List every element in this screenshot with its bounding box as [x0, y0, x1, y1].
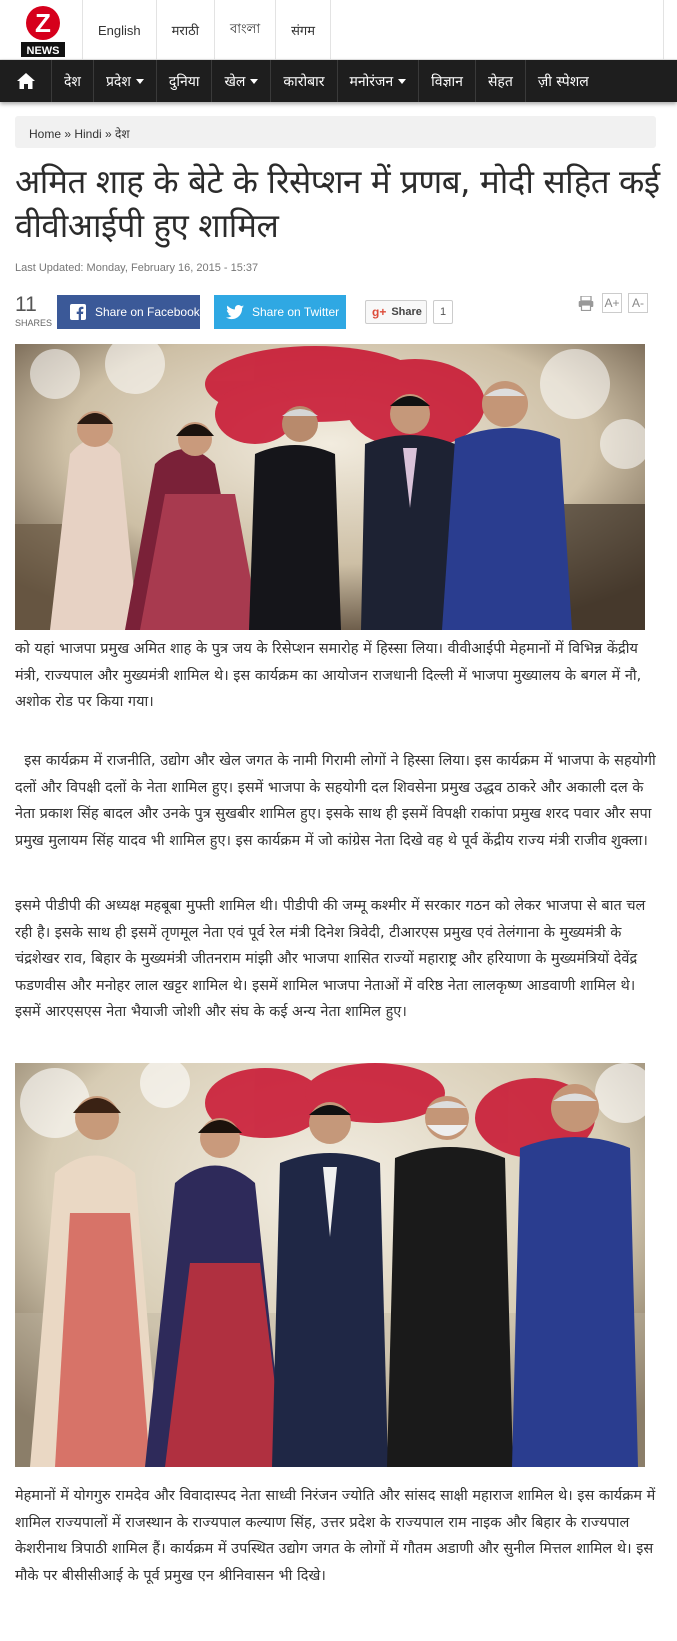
chevron-down-icon [398, 79, 406, 84]
print-icon[interactable] [576, 293, 596, 313]
nav-label: विज्ञान [431, 73, 463, 90]
last-updated: Last Updated: Monday, February 16, 2015 - 15:37 [15, 262, 259, 274]
share-facebook-button[interactable] [57, 295, 200, 329]
share-twitter-button[interactable] [214, 295, 346, 329]
nav-item-duniya[interactable] [157, 60, 213, 102]
share-count-label: SHARES [15, 318, 53, 328]
facebook-label: Share on Facebook [95, 305, 200, 319]
svg-text:NEWS: NEWS [26, 45, 60, 57]
svg-text:Z: Z [35, 8, 51, 38]
article-paragraph: को यहां भाजपा प्रमुख अमित शाह के पुत्र जय के रिसेप्शन समारोह में हिस्सा लिया। वीवीआईपी मेहमानों में विभिन्न केंद्रीय मंत्री, राज्यपाल और मुख्यमंत्री शामिल थे। इस कार्यक्रम का आयोजन राजधानी दिल्ली में भाजपा मुख्यालय के बगल में नौ, अशोक रोड पर किया गया। [15, 641, 642, 710]
font-decrease-button[interactable]: A- [628, 293, 648, 313]
chevron-down-icon [250, 79, 258, 84]
nav-item-desh[interactable] [52, 60, 94, 102]
share-count-number: 11 [15, 293, 37, 316]
nav-label: खेल [224, 73, 246, 90]
article-tools [576, 293, 648, 313]
page-title: अमित शाह के बेटे के रिसेप्शन में प्रणब, मोदी सहित कई वीवीआईपी हुए शामिल [15, 162, 660, 245]
topbar-divider [663, 0, 677, 60]
gplus-count: 1 [433, 300, 453, 324]
nav-label: देश [64, 73, 81, 90]
nav-label: प्रदेश [105, 73, 131, 90]
gplus-label: Share [391, 306, 422, 318]
article-paragraph: इस कार्यक्रम में राजनीति, उद्योग और खेल जगत के नामी गिरामी लोगों ने हिस्सा लिया। इस कार्यक्रम में भाजपा के सहयोगी दलों और विपक्षी दलों के नेता शामिल हुए। इसमें भाजपा के सहयोगी दल शिवसेना प्रमुख उद्धव ठाकरे और अकाली दल के नेता प्रकाश सिंह बादल और उनके पुत्र सुखबीर शामिल हुए। इसके साथ ही इसमें विपक्षी राकांपा प्रमुख शरद पवार और सपा प्रमुख मुलायम सिंह यादव भी शामिल हुए। इस कार्यक्रम में जो कांग्रेस नेता दिखे वह थे पूर्व केंद्रीय राज्य मंत्री राजीव शुक्ला। [15, 753, 661, 849]
share-count [15, 293, 55, 328]
article-photo-1 [15, 344, 645, 630]
nav-item-vigyan[interactable] [419, 60, 476, 102]
facebook-icon [63, 304, 93, 320]
language-switcher [82, 0, 331, 60]
nav-item-sehat[interactable] [476, 60, 526, 102]
article-photo-2 [15, 1063, 645, 1467]
article-paragraph: मेहमानों में योगगुरु रामदेव और विवादास्पद नेता साध्वी निरंजन ज्योति और सांसद साक्षी महाराज शामिल थे। इस कार्यक्रम में शामिल राज्यपालों में राजस्थान के राज्यपाल कल्याण सिंह, उत्तर प्रदेश के राज्यपाल राम नाइक और बिहार के राज्यपाल केशरीनाथ त्रिपाठी शामिल हैं। कार्यक्रम में उपस्थित उद्योग जगत के लोगों में गौतम अडाणी और सुनील मित्तल शामिल थे। इस मौके पर बीसीसीआई के पूर्व प्रमुख एन श्रीनिवासन भी दिखे। [15, 1488, 656, 1584]
twitter-label: Share on Twitter [252, 305, 340, 319]
font-increase-button[interactable]: A+ [602, 293, 622, 313]
google-plus-icon: g+ [372, 305, 387, 319]
chevron-down-icon [136, 79, 144, 84]
lang-marathi[interactable]: मराठी [156, 0, 214, 60]
article-paragraph: इसमे पीडीपी की अध्यक्ष महबूबा मुफ्ती शामिल थी। पीडीपी की जम्मू कश्मीर में सरकार गठन को लेकर भाजपा से बात चल रही है। इसके साथ ही इसमें तृणमूल नेता एवं पूर्व रेल मंत्री दिनेश त्रिवेदी, टीआरएस प्रमुख एवं तेलंगाना के मुख्यमंत्री के चंद्रशेखर राव, बिहार के मुख्यमंत्री जीतनराम मांझी और भाजपा शासित राज्यों महाराष्ट्र और हरियाणा के मुख्यमंत्रियों देवेंद्र फडणवीस और मनोहर लाल खट्टर शामिल थे। इसमें शामिल भाजपा नेताओं में वरिष्ठ नेता लालकृष्ण आडवाणी शामिल थे। इसमें आरएसएस नेता भैयाजी जोशी और संघ के कई अन्य नेता शामिल हुए। [15, 898, 646, 1020]
nav-item-karobar[interactable] [271, 60, 337, 102]
nav-item-khel[interactable] [212, 60, 271, 102]
lang-bangla[interactable]: বাংলা [214, 0, 275, 60]
twitter-icon [220, 305, 250, 320]
main-nav [0, 60, 677, 102]
nav-item-pradesh[interactable] [94, 60, 157, 102]
site-logo[interactable] [20, 4, 66, 58]
breadcrumb[interactable]: Home » Hindi » देश [15, 116, 656, 148]
nav-label: सेहत [487, 73, 513, 90]
nav-label: दुनिया [168, 73, 200, 90]
nav-item-manoranjan[interactable] [338, 60, 420, 102]
top-bar [0, 0, 677, 60]
lang-sangam[interactable]: संगम [275, 0, 331, 60]
nav-label: कारोबार [283, 73, 325, 90]
lang-english[interactable]: English [82, 0, 156, 60]
nav-label: मनोरंजन [349, 73, 394, 90]
nav-label: ज़ी स्पेशल [537, 73, 589, 90]
home-icon[interactable] [0, 60, 52, 102]
share-gplus-button[interactable] [365, 300, 427, 324]
nav-item-zee-special[interactable] [526, 60, 601, 102]
